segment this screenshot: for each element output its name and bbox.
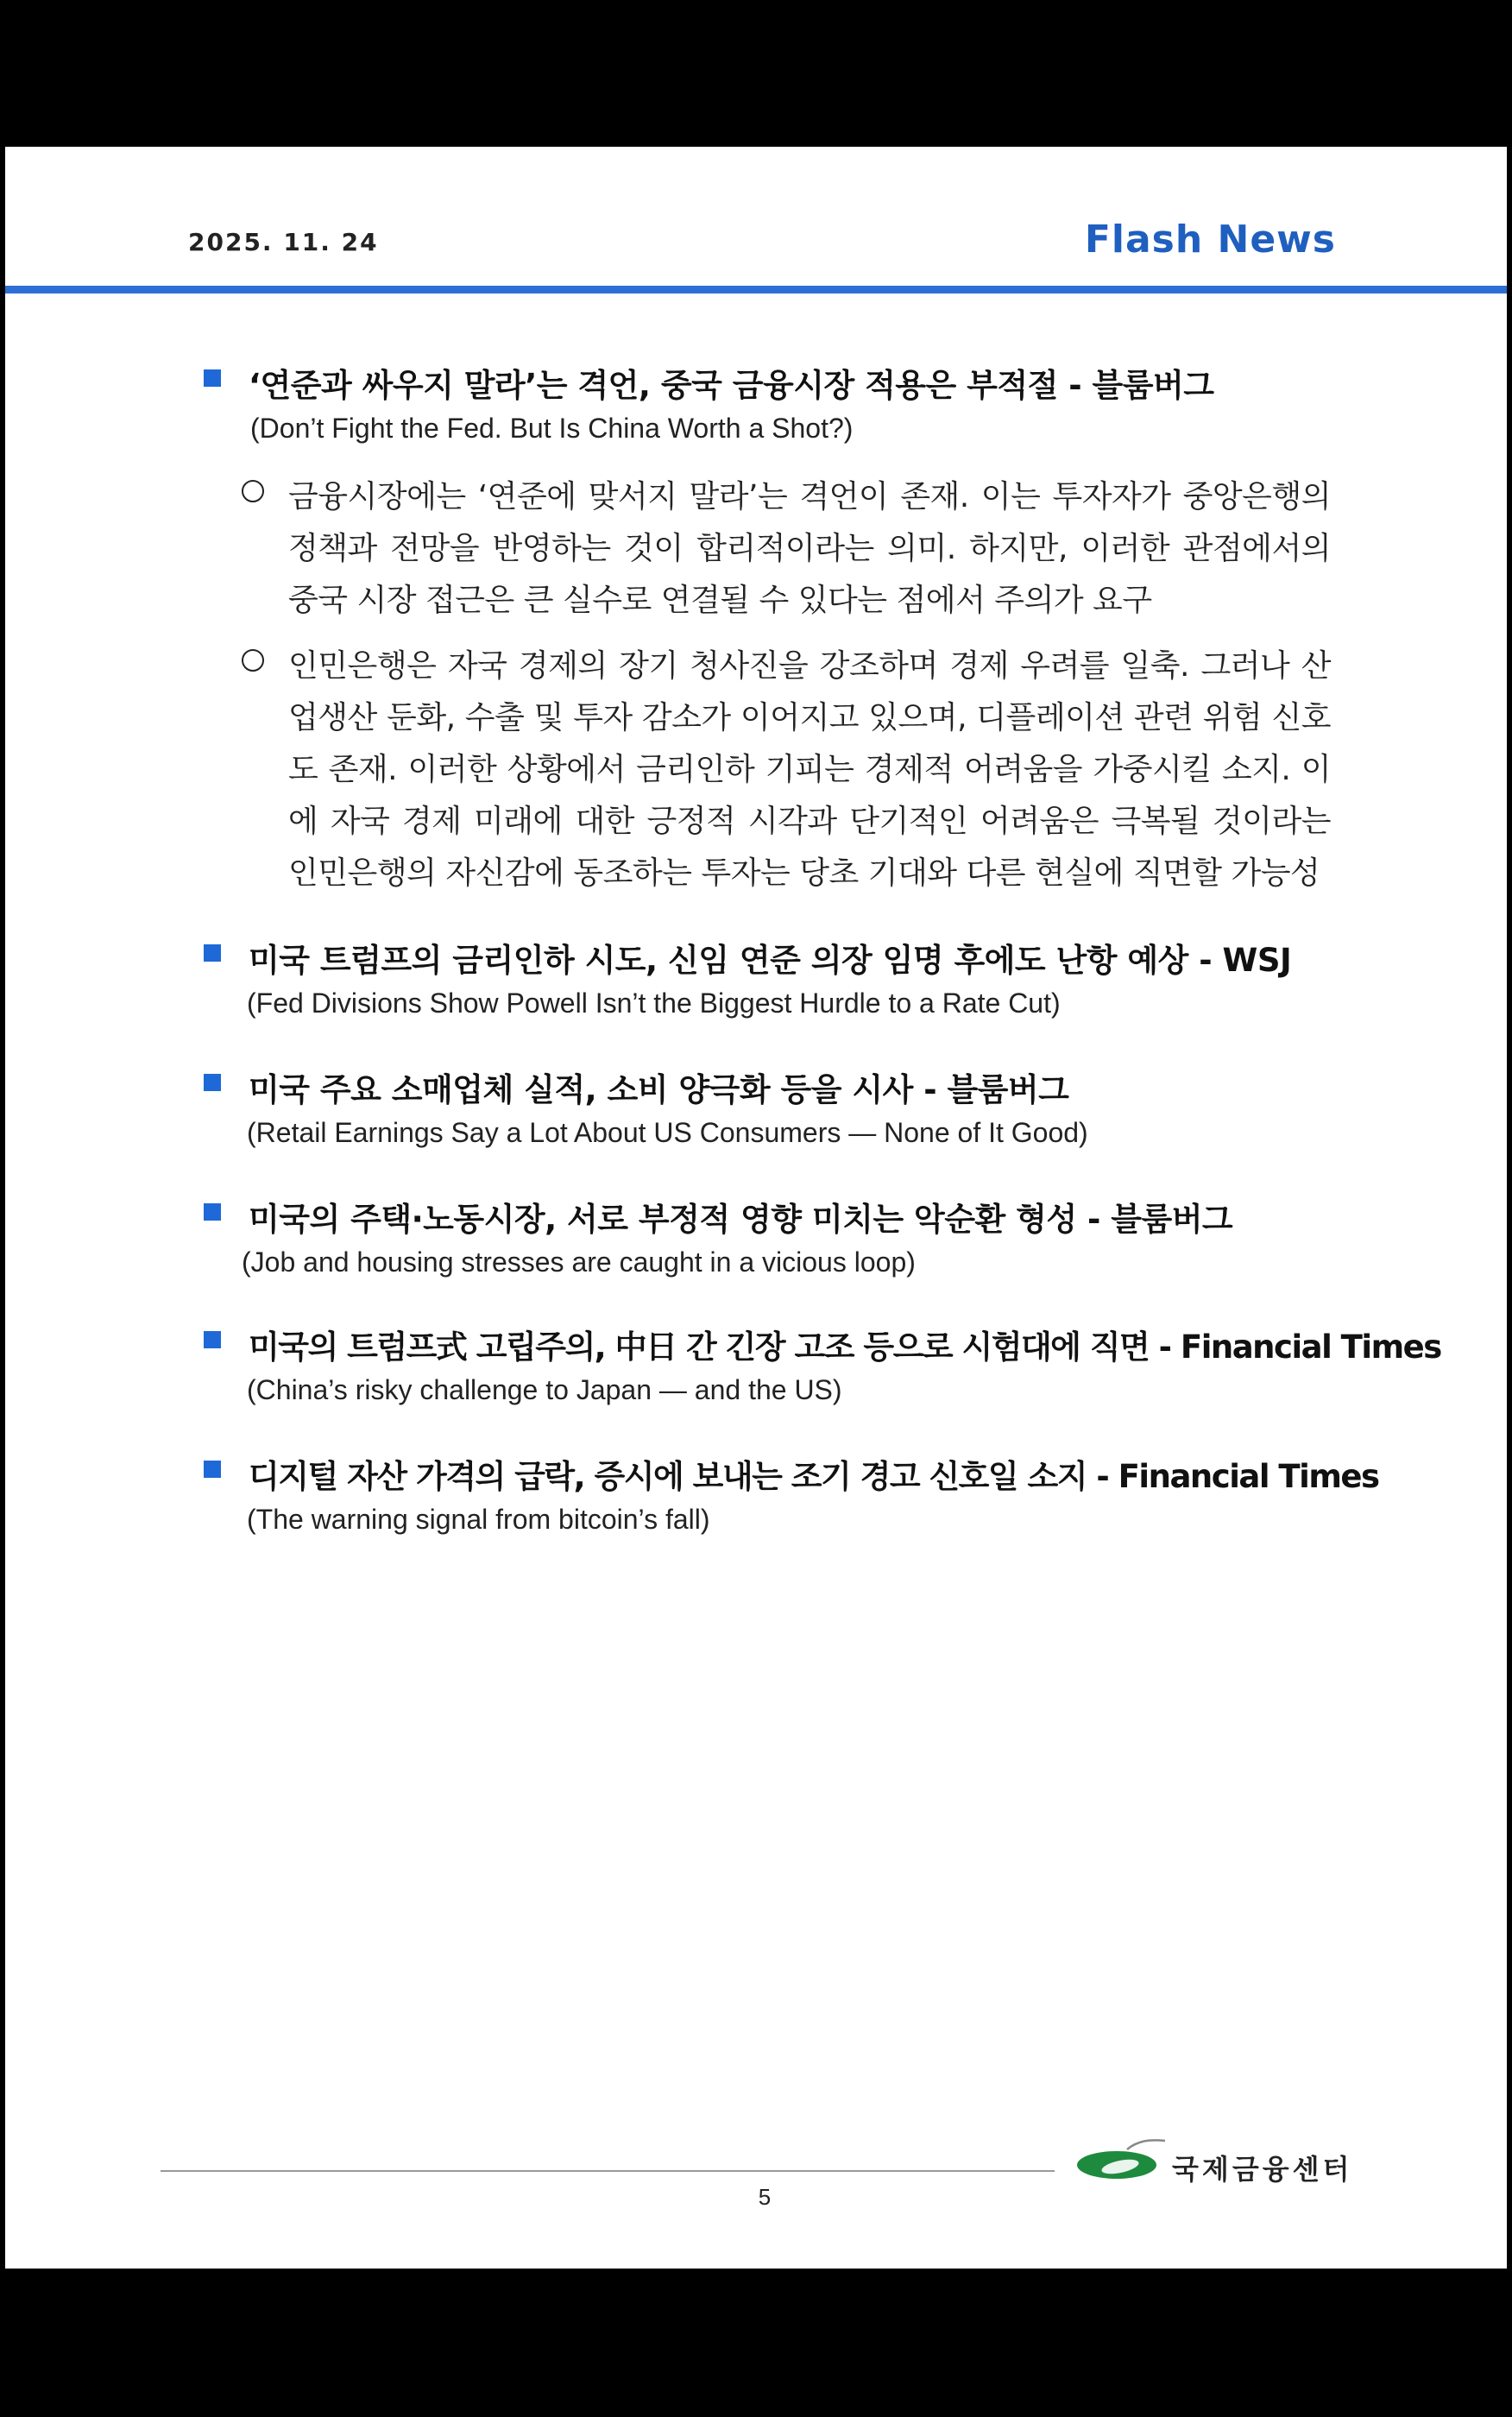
news-headline: 미국의 트럼프式 고립주의, 中日 간 긴장 고조 등으로 시험대에 직면 - Financial Times [249, 1328, 1441, 1366]
hollow-circle-bullet-icon [242, 649, 264, 672]
news-headline: ‘연준과 싸우지 말라’는 격언, 중국 금융시장 적용은 부적절 - 블룸버그 [249, 367, 1214, 404]
news-point-text: 금융시장에는 ‘연준에 맞서지 말라’는 격언이 존재. 이는 투자자가 중앙은행의 정책과 전망을 반영하는 것이 합리적이라는 의미. 하지만, 이러한 관점에서의 중국 시장 접근은 큰 실수로 연결될 수 있다는 점에서 주의가 요구 [288, 479, 1331, 618]
news-subtitle: (China’s risky challenge to Japan — and the US) [247, 1374, 842, 1405]
news-point [288, 641, 1331, 899]
news-headline: 미국 주요 소매업체 실적, 소비 양극화 등을 시사 - 블룸버그 [249, 1071, 1069, 1108]
news-subtitle: (Fed Divisions Show Powell Isn’t the Biggest Hurdle to a Rate Cut) [247, 988, 1061, 1019]
news-subtitle: (The warning signal from bitcoin’s fall) [247, 1504, 710, 1535]
square-bullet-icon [204, 1074, 221, 1091]
news-subtitle: (Retail Earnings Say a Lot About US Consumers — None of It Good) [247, 1117, 1088, 1148]
news-subtitle: (Job and housing stresses are caught in a vicious loop) [242, 1246, 916, 1278]
square-bullet-icon [204, 1203, 221, 1221]
report-date: 2025. 11. 24 [188, 228, 379, 256]
hollow-circle-bullet-icon [242, 480, 264, 502]
news-headline: 미국 트럼프의 금리인하 시도, 신임 연준 의장 임명 후에도 난항 예상 - WSJ [249, 942, 1292, 979]
footer-divider [161, 2170, 1055, 2172]
news-headline: 디지털 자산 가격의 급락, 증시에 보내는 조기 경고 신호일 소지 - Financial Times [249, 1458, 1379, 1495]
square-bullet-icon [204, 1331, 221, 1348]
org-name: 국제금융센터 [1172, 2153, 1353, 2186]
news-headline: 미국의 주택·노동시장, 서로 부정적 영향 미치는 악순환 형성 - 블룸버그 [249, 1201, 1233, 1238]
square-bullet-icon [204, 944, 221, 962]
news-point-text: 인민은행은 자국 경제의 장기 청사진을 강조하며 경제 우려를 일축. 그러나 산업생산 둔화, 수출 및 투자 감소가 이어지고 있으며, 디플레이션 관련 위험 신호도 존재. 이러한 상황에서 금리인하 기피는 경제적 어려움을 가중시킬 소지. 이에 자국 경제 미래에 대한 긍정적 시각과 단기적인 어려움은 극복될 것이라는 인민은행의 자신감에 동조하는 투자는 당초 기대와 다른 현실에 직면할 가능성 [288, 648, 1331, 891]
header-divider [5, 286, 1507, 293]
news-point [288, 471, 1331, 627]
square-bullet-icon [204, 1461, 221, 1478]
square-bullet-icon [204, 369, 221, 387]
report-title: Flash News [1084, 218, 1336, 262]
news-subtitle: (Don’t Fight the Fed. But Is China Worth a Shot?) [250, 413, 854, 444]
page-number: 5 [758, 2184, 772, 2210]
kcif-logo-icon [1075, 2136, 1169, 2187]
